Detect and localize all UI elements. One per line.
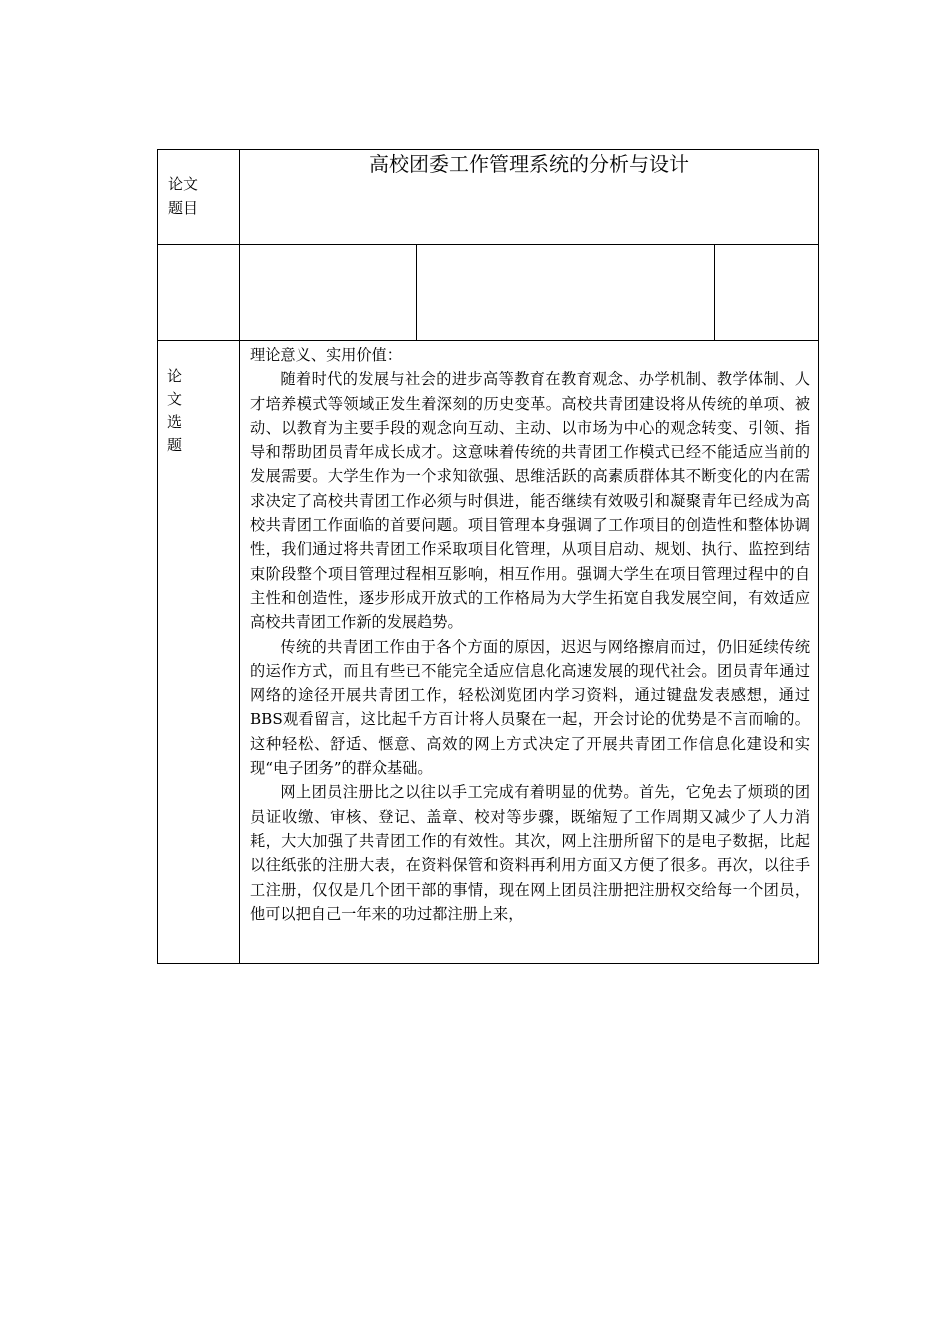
paragraph: 传统的共青团工作由于各个方面的原因，迟迟与网络擦肩而过，仍旧延续传统的运作方式，而且有些已不能完全适应信息化高速发展的现代社会。团员青年通过网络的途径开展共青团工作，轻松浏览团内学习资料，通过键盘发表感想，通过BBS观看留言，这比起千方百计将人员聚在一起，开会讨论的优势是不言而喻的。这种轻松、舒适、惬意、高效的网上方式决定了开展共青团工作信息化建设和实现“电子团务”的群众基础。: [250, 637, 810, 778]
empty-label-cell: [158, 245, 240, 341]
topic-label-char: 论: [167, 367, 183, 385]
section-heading: 理论意义、实用价值：: [250, 346, 402, 364]
title-label-text: 论文题目: [168, 175, 199, 217]
topic-label-char: 文: [167, 390, 183, 408]
info-row-cell: [240, 245, 819, 341]
thesis-title: 高校团委工作管理系统的分析与设计: [369, 152, 689, 176]
topic-label-char: 选: [167, 413, 183, 431]
topic-label: [158, 341, 240, 964]
topic-content-cell: [240, 341, 819, 964]
info-cell-3: [715, 245, 819, 340]
info-subtable: [240, 245, 818, 340]
title-cell: [240, 150, 819, 245]
thesis-form-table: [157, 149, 819, 964]
paragraph: 网上团员注册比之以往以手工完成有着明显的优势。首先，它免去了烦琐的团员证收缴、审核、登记、盖章、校对等步骤，既缩短了工作周期又减少了人力消耗，大大加强了共青团工作的有效性。其次，网上注册所留下的是电子数据，比起以往纸张的注册大表，在资料保管和资料再利用方面又方便了很多。再次，以往手工注册，仅仅是几个团干部的事情，现在网上团员注册把注册权交给每一个团员，他可以把自己一年来的功过都注册上来，: [250, 783, 810, 923]
title-label: [158, 150, 240, 245]
info-cell-2: [417, 245, 715, 340]
info-cell-1: [240, 245, 417, 340]
topic-label-char: 题: [167, 436, 183, 454]
paragraph: 随着时代的发展与社会的进步高等教育在教育观念、办学机制、教学体制、人才培养模式等领域正发生着深刻的历史变革。高校共青团建设将从传统的单项、被动、以教育为主要手段的观念向互动、主动、以市场为中心的观念转变、引领、指导和帮助团员青年成长成才。这意味着传统的共青团工作模式已经不能适应当前的发展需要。大学生作为一个求知欲强、思维活跃的高素质群体其不断变化的内在需求决定了高校共青团工作必须与时俱进，能否继续有效吸引和凝聚青年已经成为高校共青团工作面临的首要问题。项目管理本身强调了工作项目的创造性和整体协调性，我们通过将共青团工作采取项目化管理，从项目启动、规划、执行、监控到结束阶段整个项目管理过程相互影响，相互作用。强调大学生在项目管理过程中的自主性和创造性，逐步形成开放式的工作格局为大学生拓宽自我发展空间，有效适应高校共青团工作新的发展趋势。: [250, 370, 810, 632]
